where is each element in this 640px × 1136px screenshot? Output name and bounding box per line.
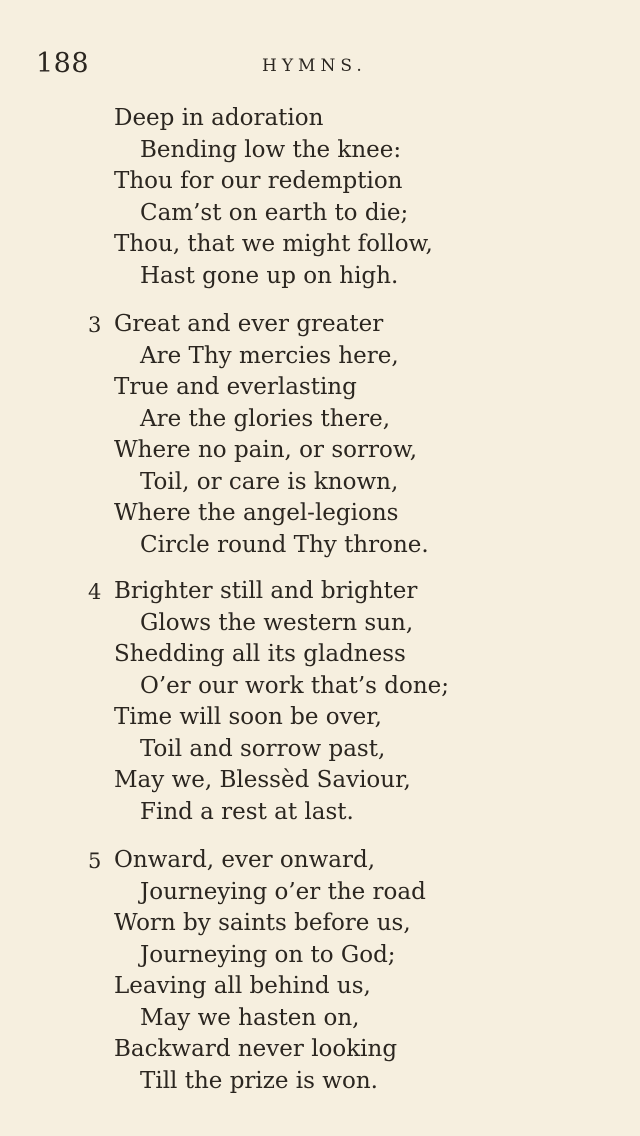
stanza-continued (114, 103, 614, 292)
verse-line: Great and ever greater (114, 311, 384, 337)
stanza-5 (88, 845, 614, 1097)
verse-line: Journeying o’er the road (140, 878, 426, 905)
verse-line: Brighter still and brighter (114, 578, 418, 604)
stanza-number: 4 (88, 580, 102, 604)
verse-line: Journeying on to God; (140, 941, 396, 968)
verse-line: Thou for our redemption (114, 168, 403, 194)
stanza-number: 3 (88, 313, 102, 337)
verse-line: Time will soon be over, (114, 704, 382, 730)
verse-line: Toil, or care is known, (140, 468, 399, 495)
verse-line: Where the angel-legions (114, 500, 399, 526)
verse-line: Where no pain, or sorrow, (114, 437, 418, 463)
verse-line: Onward, ever onward, (114, 847, 376, 873)
verse-line: Deep in adoration (114, 105, 324, 131)
stanza-4 (88, 576, 614, 828)
verse-line: Cam’st on earth to die; (140, 199, 409, 226)
verse-line: Shedding all its gladness (114, 641, 406, 667)
running-head: HYMNS. (262, 56, 367, 76)
verse-line: Hast gone up on high. (140, 262, 399, 289)
page-number: 188 (36, 48, 90, 79)
verse-line: Leaving all behind us, (114, 973, 371, 999)
verse-line: Toil and sorrow past, (140, 735, 386, 762)
verse-line: May we hasten on, (140, 1004, 360, 1031)
verse-line: Backward never looking (114, 1036, 398, 1062)
verse-line: True and everlasting (114, 374, 357, 400)
verse-line: Till the prize is won. (140, 1067, 378, 1094)
verse-line: Bending low the knee: (140, 136, 402, 163)
verse-line: Are the glories there, (140, 405, 391, 432)
stanza-3 (88, 309, 614, 561)
verse-line: May we, Blessèd Saviour, (114, 767, 411, 793)
verse-line: Find a rest at last. (140, 798, 354, 825)
verse-line: Thou, that we might follow, (114, 231, 433, 257)
verse-line: Circle round Thy throne. (140, 531, 429, 558)
verse-line: Are Thy mercies here, (140, 342, 399, 369)
stanza-number: 5 (88, 849, 102, 873)
verse-line: O’er our work that’s done; (140, 672, 450, 699)
verse-line: Worn by saints before us, (114, 910, 411, 936)
verse-line: Glows the western sun, (140, 609, 414, 636)
